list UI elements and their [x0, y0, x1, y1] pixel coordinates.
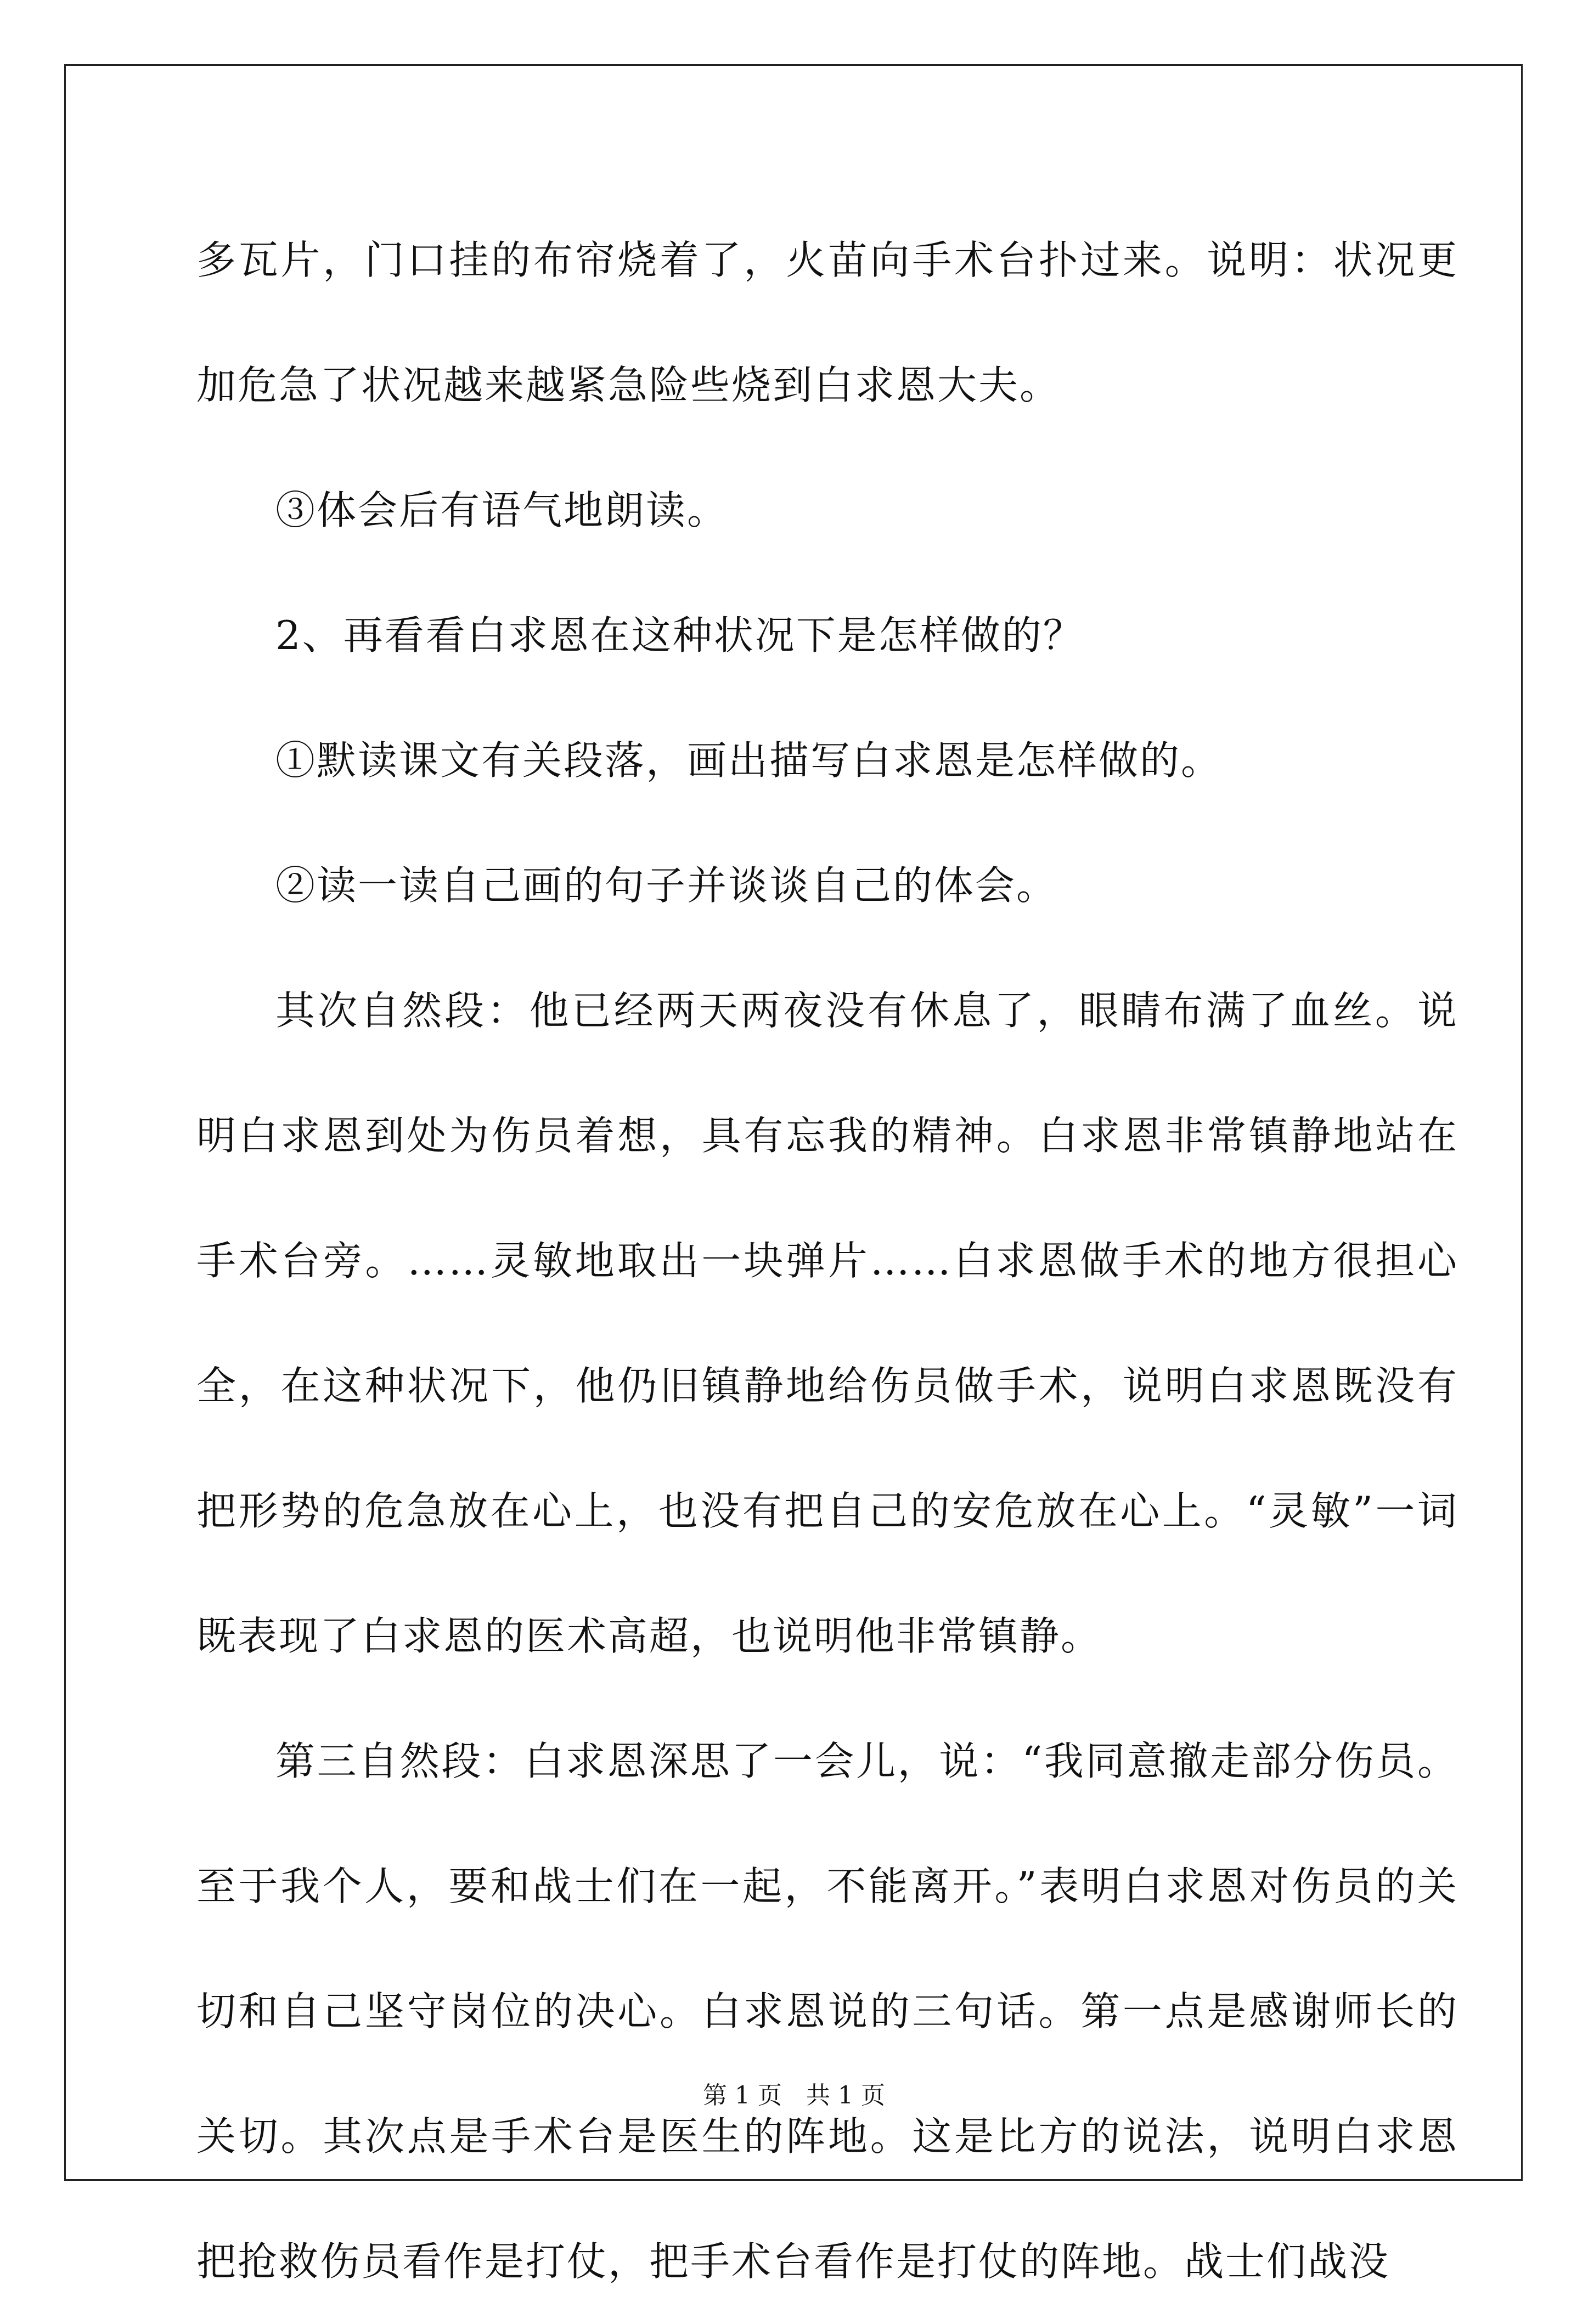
paragraph-6: 其次自然段：他已经两天两夜没有休息了，眼睛布满了血丝。说明白求恩到处为伤员着想，具有忘我的精神。白求恩非常镇静地站在手术台旁。……灵敏地取出一块弹片……白求恩做手术的地方很担心全，在这种状况下，他仍旧镇静地给伤员做手术，说明白求恩既没有把形势的危急放在心上，也没有把自己的安危放在心上。“灵敏”一词既表现了白求恩的医术高超，也说明他非常镇静。 — [196, 988, 1459, 1659]
paragraph-2: ③体会后有语气地朗读。 — [275, 487, 729, 533]
paragraph-1: 多瓦片，门口挂的布帘烧着了，火苗向手术台扑过来。说明：状况更加危急了状况越来越紧急险些烧到白求恩大夫。 — [196, 237, 1459, 408]
paragraph-5: ②读一读自己画的句子并谈谈自己的体会。 — [275, 862, 1058, 909]
paragraph-3: 2、再看看白求恩在这种状况下是怎样做的？ — [275, 612, 1084, 658]
paragraph-7: 第三自然段：白求恩深思了一会儿，说：“我同意撤走部分伤员。至于我个人，要和战士们在一起，不能离开。”表明白求恩对伤员的关切和自己坚守岗位的决心。白求恩说的三句话。第一点是感谢师长的关切。其次点是手术台是医生的阵地。这是比方的说法，说明白求恩把抢救伤员看作是打仗，把手术台看作是打仗的阵地。战士们战没 — [196, 1738, 1459, 2284]
page-footer: 第 1 页 共 1 页 — [703, 2082, 885, 2109]
document-body — [196, 198, 1459, 2324]
paragraph-4: ①默读课文有关段落，画出描写白求恩是怎样做的。 — [275, 737, 1223, 783]
